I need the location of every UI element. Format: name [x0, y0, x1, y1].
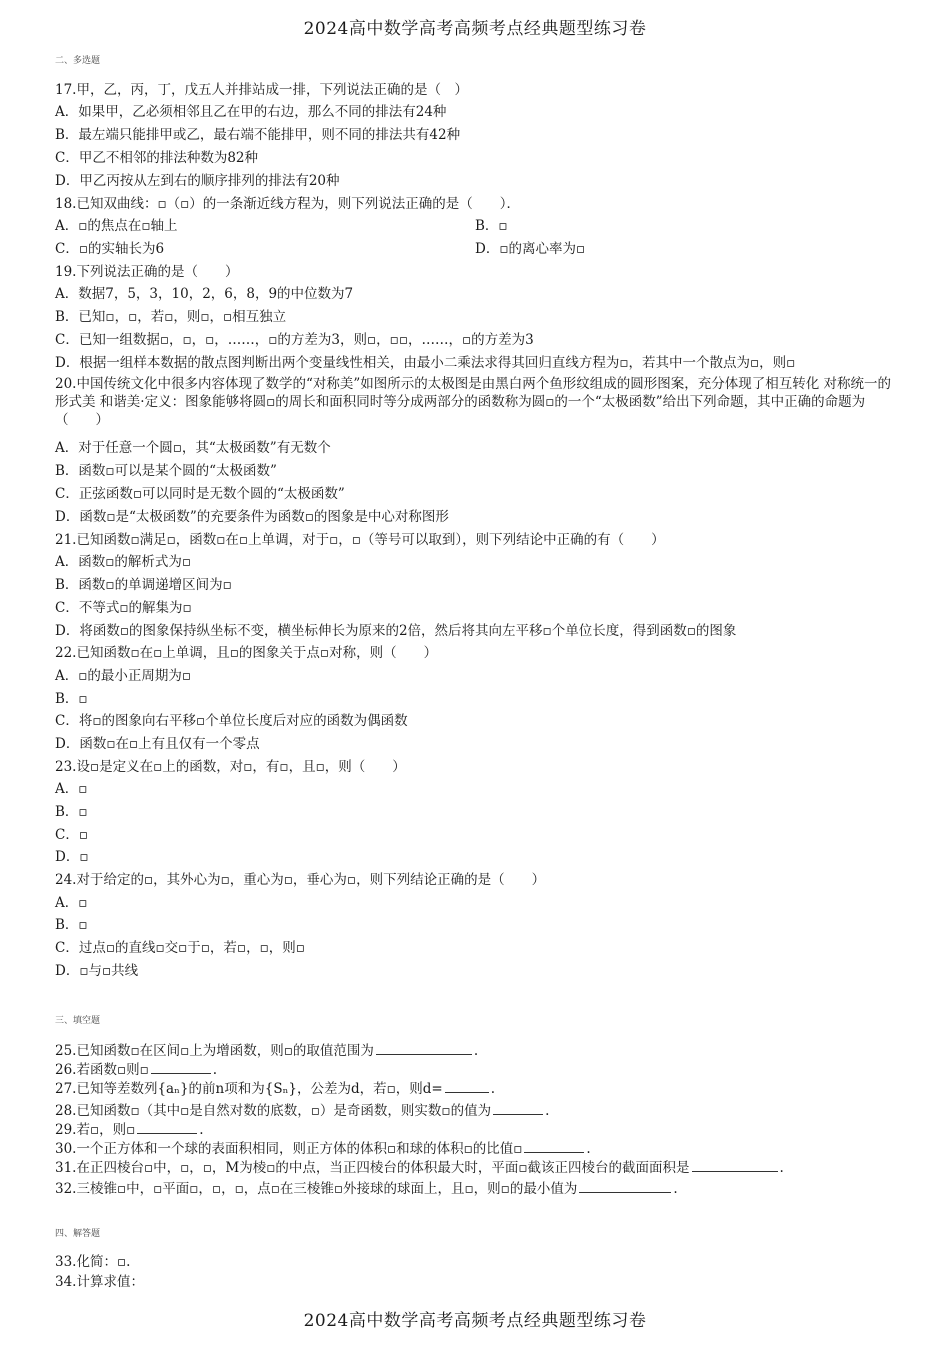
question-20-option-b: B．函数▫可以是某个圆的“太极函数”: [55, 463, 277, 479]
question-18-option-c: C．▫的实轴长为6: [55, 241, 165, 257]
question-24-option-d: D．▫与▫共线: [55, 963, 139, 979]
question-19-option-c: C．已知一组数据▫，▫，▫，……，▫的方差为3，则▫，▫▫，……，▫的方差为3: [55, 332, 534, 348]
section-heading-answer: 四、解答题: [55, 1229, 101, 1239]
question-19-option-b: B．已知▫，▫，若▫，则▫，▫相互独立: [55, 309, 287, 325]
question-23-option-a: A．▫: [55, 781, 88, 797]
question-27: 27.已知等差数列{aₙ}的前n项和为{Sₙ}，公差为d，若▫，则d= .: [55, 1078, 898, 1099]
question-28: 28.已知函数▫（其中▫是自然对数的底数，▫）是奇函数，则实数▫的值为 .: [55, 1100, 898, 1121]
question-31: 31.在正四棱台▫中，▫，▫，M为棱▫的中点，当正四棱台的体积最大时，平面▫截该正四棱台的截面面积是 .: [55, 1157, 898, 1178]
answer-blank-28[interactable]: [493, 1100, 543, 1115]
question-34: 34.计算求值：: [55, 1274, 144, 1290]
question-31-text: 31.在正四棱台▫中，▫，▫，M为棱▫的中点，当正四棱台的体积最大时，平面▫截该正四棱台的截面面积是: [55, 1160, 690, 1176]
question-24-option-a: A．▫: [55, 895, 88, 911]
question-19-option-d: D．根据一组样本数据的散点图判断出两个变量线性相关，由最小二乘法求得其回归直线方程为▫，若其中一个散点为▫，则▫: [55, 355, 796, 371]
question-23-stem: 23.设▫是定义在▫上的函数，对▫，有▫，且▫，则（ ）: [55, 759, 406, 775]
question-28-text: 28.已知函数▫（其中▫是自然对数的底数，▫）是奇函数，则实数▫的值为: [55, 1103, 492, 1119]
question-21-option-d: D．将函数▫的图象保持纵坐标不变，横坐标伸长为原来的2倍，然后将其向左平移▫个单位长度，得到函数▫的图象: [55, 623, 737, 639]
question-17-option-d: D．甲乙丙按从左到右的顺序排列的排法有20种: [55, 173, 340, 189]
question-19-option-a: A．数据7，5，3，10，2，6，8，9的中位数为7: [55, 286, 354, 302]
answer-blank-31[interactable]: [692, 1157, 778, 1172]
question-20-stem: 20.中国传统文化中很多内容体现了数学的“对称美”如图所示的太极图是由黑白两个鱼形纹组成的圆形图案，充分体现了相互转化 对称统一的形式美 和谐美·定义：图象能够将圆▫的周长和面积同时等分成两部分的函数称为圆▫的一个“太极函数”给出下列命题，其中正确的命题为（ ）: [55, 376, 892, 428]
question-22-option-a: A．▫的最小正周期为▫: [55, 668, 192, 684]
question-21-option-c: C．不等式▫的解集为▫: [55, 600, 192, 616]
question-25: 25.已知函数▫在区间▫上为增函数，则▫的取值范围为 .: [55, 1040, 898, 1061]
question-29-text: 29.若▫，则▫: [55, 1122, 136, 1138]
question-30-text: 30.一个正方体和一个球的表面积相同，则正方体的体积▫和球的体积▫的比值▫: [55, 1141, 523, 1157]
question-19-stem: 19.下列说法正确的是（ ）: [55, 264, 239, 280]
question-17-stem: 17.甲，乙，丙，丁，戊五人并排站成一排，下列说法正确的是（ ）: [55, 82, 468, 98]
question-20-option-c: C．正弦函数▫可以同时是无数个圆的“太极函数”: [55, 486, 345, 502]
section-heading-multi: 二、多选题: [55, 56, 101, 66]
section-heading-fill: 三、填空题: [55, 1016, 101, 1026]
question-21-stem: 21.已知函数▫满足▫，函数▫在▫上单调，对于▫，▫（等号可以取到），则下列结论中正确的有（ ）: [55, 532, 665, 548]
question-33: 33.化简：▫.: [55, 1254, 131, 1270]
question-22-option-b: B．▫: [55, 691, 88, 707]
question-17-option-c: C．甲乙不相邻的排法种数为82种: [55, 150, 259, 166]
answer-blank-30[interactable]: [524, 1138, 584, 1153]
question-23-option-b: B．▫: [55, 804, 88, 820]
question-18-option-a: A．▫的焦点在▫轴上: [55, 218, 178, 234]
answer-blank-29[interactable]: [137, 1119, 197, 1134]
question-24-option-c: C．过点▫的直线▫交▫于▫，若▫，▫，则▫: [55, 940, 305, 956]
page-title: 2024高中数学高考高频考点经典题型练习卷: [303, 19, 647, 39]
question-32: 32.三棱锥▫中，▫平面▫，▫，▫，点▫在三棱锥▫外接球的球面上，且▫，则▫的最小值为 .: [55, 1178, 898, 1199]
question-27-text: 27.已知等差数列{aₙ}的前n项和为{Sₙ}，公差为d，若▫，则d=: [55, 1081, 443, 1097]
question-17-option-b: B．最左端只能排甲或乙，最右端不能排甲，则不同的排法共有42种: [55, 127, 461, 143]
question-29: 29.若▫，则▫ .: [55, 1119, 898, 1140]
question-30: 30.一个正方体和一个球的表面积相同，则正方体的体积▫和球的体积▫的比值▫ .: [55, 1138, 898, 1159]
question-17-option-a: A．如果甲，乙必须相邻且乙在甲的右边，那么不同的排法有24种: [55, 104, 447, 120]
answer-blank-32[interactable]: [579, 1178, 671, 1193]
question-26: 26.若函数▫则▫ .: [55, 1059, 898, 1080]
question-20-option-a: A．对于任意一个圆▫，其“太极函数”有无数个: [55, 440, 331, 456]
question-26-text: 26.若函数▫则▫: [55, 1062, 149, 1078]
page-footer-title: 2024高中数学高考高频考点经典题型练习卷: [303, 1311, 647, 1331]
answer-blank-25[interactable]: [376, 1040, 472, 1055]
question-23-option-d: D．▫: [55, 849, 89, 865]
question-18-option-d: D．▫的离心率为▫: [475, 241, 586, 257]
question-21-option-a: A．函数▫的解析式为▫: [55, 554, 192, 570]
question-23-option-c: C．▫: [55, 827, 88, 843]
question-18-stem: 18.已知双曲线：▫（▫）的一条渐近线方程为，则下列说法正确的是（ ）．: [55, 196, 521, 212]
question-21-option-b: B．函数▫的单调递增区间为▫: [55, 577, 232, 593]
question-20-option-d: D．函数▫是“太极函数”的充要条件为函数▫的图象是中心对称图形: [55, 509, 449, 525]
question-25-text: 25.已知函数▫在区间▫上为增函数，则▫的取值范围为: [55, 1043, 374, 1059]
question-22-stem: 22.已知函数▫在▫上单调，且▫的图象关于点▫对称，则（ ）: [55, 645, 438, 661]
question-22-option-d: D．函数▫在▫上有且仅有一个零点: [55, 736, 260, 752]
answer-blank-26[interactable]: [151, 1059, 211, 1074]
answer-blank-27[interactable]: [445, 1078, 489, 1093]
question-24-stem: 24.对于给定的▫，其外心为▫，重心为▫，垂心为▫，则下列结论正确的是（ ）: [55, 872, 546, 888]
question-22-option-c: C．将▫的图象向右平移▫个单位长度后对应的函数为偶函数: [55, 713, 408, 729]
question-18-option-b: B．▫: [475, 218, 508, 234]
question-24-option-b: B．▫: [55, 917, 88, 933]
question-32-text: 32.三棱锥▫中，▫平面▫，▫，▫，点▫在三棱锥▫外接球的球面上，且▫，则▫的最小值为: [55, 1181, 578, 1197]
